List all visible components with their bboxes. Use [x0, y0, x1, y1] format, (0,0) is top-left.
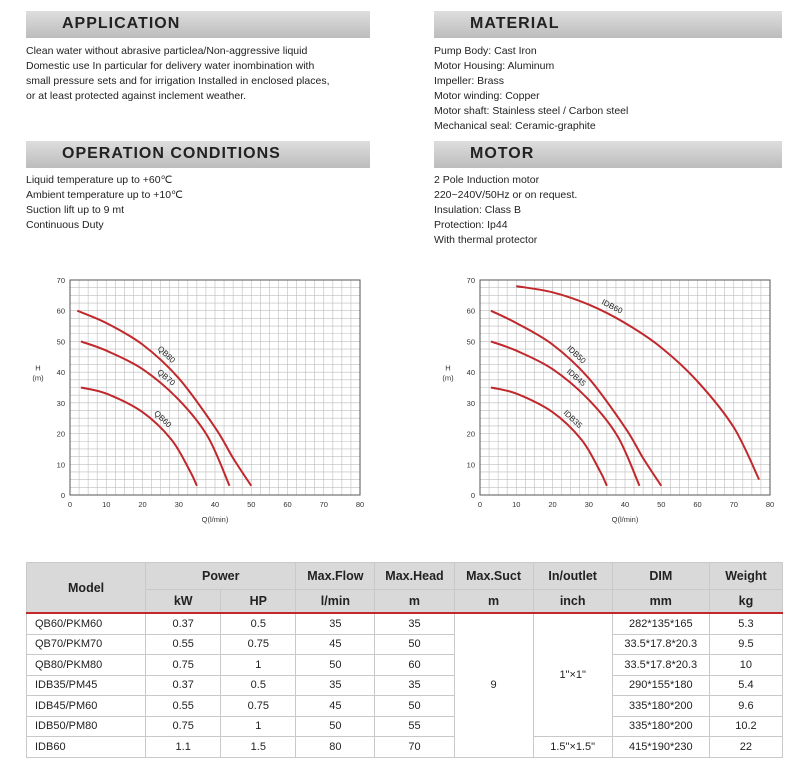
x-tick-label: 80: [765, 500, 775, 509]
x-axis-label: Q(l/min): [611, 515, 639, 524]
unit-inout: inch: [533, 590, 612, 614]
cell-weight: 10.2: [709, 716, 782, 737]
cell-dim: 415*190*230: [612, 737, 709, 758]
motor-line: Protection: Ip44: [434, 219, 508, 231]
spec-table: [26, 562, 783, 758]
y-tick-label: 0: [470, 491, 475, 500]
material-line: Motor Housing: Aluminum: [434, 60, 555, 72]
cell-model: QB60/PKM60: [27, 613, 146, 634]
cell-head: 35: [375, 675, 454, 696]
x-tick-label: 50: [247, 500, 256, 509]
performance-chart-idb: [430, 272, 800, 532]
cell-dim: 335*180*200: [612, 696, 709, 717]
cell-kw: 1.1: [146, 737, 221, 758]
x-tick-label: 20: [548, 500, 557, 509]
cell-head: 50: [375, 696, 454, 717]
operation-line: Ambient temperature up to +10℃: [26, 189, 183, 201]
cell-suct: 9: [454, 613, 533, 757]
cell-model: QB70/PKM70: [27, 634, 146, 655]
cell-hp: 1.5: [221, 737, 296, 758]
y-tick-label: 60: [56, 306, 65, 316]
operation-line: Continuous Duty: [26, 219, 104, 231]
unit-flow: l/min: [296, 590, 375, 614]
operation-title: OPERATION CONDITIONS: [62, 145, 281, 162]
col-maxhead: Max.Head: [375, 563, 454, 590]
series-label: QB70: [155, 367, 177, 388]
cell-model: IDB45/PM60: [27, 696, 146, 717]
col-weight: Weight: [709, 563, 782, 590]
unit-suct: m: [454, 590, 533, 614]
motor-text: [434, 173, 577, 248]
y-tick-label: 30: [56, 398, 65, 408]
cell-kw: 0.75: [146, 655, 221, 676]
x-axis-label: Q(l/min): [201, 515, 229, 524]
cell-hp: 1: [221, 655, 296, 676]
x-tick-label: 10: [512, 500, 521, 509]
application-line: or at least protected against inclement weather.: [26, 90, 247, 102]
cell-flow: 45: [296, 696, 375, 717]
y-tick-label: 30: [466, 398, 475, 408]
series-label: IDB45: [564, 366, 588, 389]
chart-grid: [480, 280, 770, 495]
x-tick-label: 40: [210, 500, 220, 509]
y-axis-label: (m): [442, 373, 454, 383]
series-label: IDB35: [561, 408, 584, 431]
series-line-qb80: [77, 311, 251, 486]
col-maxflow: Max.Flow: [296, 563, 375, 590]
cell-kw: 0.75: [146, 716, 221, 737]
x-tick-label: 70: [729, 500, 738, 509]
y-tick-label: 60: [466, 306, 475, 316]
motor-line: Insulation: Class B: [434, 204, 521, 216]
x-tick-label: 80: [355, 500, 365, 509]
chart-grid: [70, 280, 360, 495]
x-tick-label: 0: [67, 500, 73, 509]
series-label: QB80: [155, 344, 177, 365]
cell-flow: 80: [296, 737, 375, 758]
y-axis-label: (m): [32, 373, 44, 383]
table-row: [27, 613, 783, 634]
x-tick-label: 30: [174, 500, 183, 509]
y-tick-label: 70: [466, 276, 475, 285]
cell-dim: 33.5*17.8*20.3: [612, 655, 709, 676]
unit-weight: kg: [709, 590, 782, 614]
cell-weight: 22: [709, 737, 782, 758]
cell-dim: 33.5*17.8*20.3: [612, 634, 709, 655]
cell-model: IDB35/PM45: [27, 675, 146, 696]
cell-model: QB80/PKM80: [27, 655, 146, 676]
material-line: Motor shaft: Stainless steel / Carbon steel: [434, 105, 629, 117]
x-tick-label: 20: [138, 500, 147, 509]
unit-hp: HP: [221, 590, 296, 614]
unit-head: m: [375, 590, 454, 614]
motor-line: 2 Pole Induction motor: [434, 174, 540, 186]
y-tick-label: 50: [56, 337, 65, 347]
performance-chart-qb: [20, 272, 390, 532]
x-tick-label: 60: [693, 500, 702, 509]
cell-flow: 50: [296, 655, 375, 676]
material-line: Mechanical seal: Ceramic-graphite: [434, 120, 596, 132]
y-tick-label: 20: [56, 429, 65, 439]
series-label: QB60: [152, 408, 174, 430]
motor-line: 220~240V/50Hz or on request.: [434, 189, 578, 201]
x-tick-label: 0: [477, 500, 483, 509]
series-line-idb35: [491, 388, 607, 486]
col-power: Power: [146, 563, 296, 590]
cell-hp: 0.75: [221, 696, 296, 717]
cell-flow: 50: [296, 716, 375, 737]
x-tick-label: 50: [657, 500, 666, 509]
table-row: [27, 634, 783, 655]
cell-weight: 9.6: [709, 696, 782, 717]
application-line: Clean water without abrasive particlea/Non-aggressive liquid: [26, 45, 308, 57]
material-line: Pump Body: Cast Iron: [434, 45, 537, 57]
application-line: small pressure sets and for irrigation Installed in enclosed places,: [26, 75, 330, 87]
application-line: Domestic use In particular for delivery water inombination with: [26, 60, 315, 72]
material-line: Impeller: Brass: [434, 75, 505, 87]
cell-hp: 1: [221, 716, 296, 737]
cell-flow: 35: [296, 675, 375, 696]
application-text: [26, 44, 330, 104]
y-tick-label: 40: [56, 368, 65, 378]
y-tick-label: 50: [466, 337, 475, 347]
y-axis-label: H: [445, 363, 451, 373]
operation-text: [26, 173, 183, 233]
application-header: [26, 11, 370, 38]
cell-head: 35: [375, 613, 454, 634]
y-tick-label: 0: [60, 491, 65, 500]
col-model: Model: [27, 563, 146, 614]
cell-model: IDB60: [27, 737, 146, 758]
motor-line: With thermal protector: [434, 234, 538, 246]
cell-flow: 35: [296, 613, 375, 634]
x-tick-label: 30: [584, 500, 593, 509]
cell-weight: 9.5: [709, 634, 782, 655]
operation-header: [26, 141, 370, 168]
motor-title: MOTOR: [470, 145, 535, 162]
cell-weight: 5.3: [709, 613, 782, 634]
material-title: MATERIAL: [470, 15, 560, 32]
series-line-qb60: [81, 388, 197, 486]
cell-inlet: 1"×1": [533, 613, 612, 737]
x-tick-label: 10: [102, 500, 111, 509]
table-row: [27, 696, 783, 717]
operation-line: Suction lift up to 9 mt: [26, 204, 125, 216]
series-label: IDB50: [565, 343, 588, 366]
y-axis-label: H: [35, 363, 41, 373]
cell-flow: 45: [296, 634, 375, 655]
table-row: [27, 655, 783, 676]
col-maxsuct: Max.Suct: [454, 563, 533, 590]
cell-hp: 0.75: [221, 634, 296, 655]
y-tick-label: 40: [466, 368, 475, 378]
y-tick-label: 70: [56, 276, 65, 285]
y-tick-label: 10: [56, 460, 65, 470]
series-label: IDB60: [600, 297, 624, 316]
cell-weight: 5.4: [709, 675, 782, 696]
cell-dim: 282*135*165: [612, 613, 709, 634]
col-dim: DIM: [612, 563, 709, 590]
cell-model: IDB50/PM80: [27, 716, 146, 737]
cell-kw: 0.37: [146, 675, 221, 696]
application-title: APPLICATION: [62, 15, 181, 32]
table-row: [27, 716, 783, 737]
y-tick-label: 10: [466, 460, 475, 470]
cell-inlet: 1.5"×1.5": [533, 737, 612, 758]
motor-header: [434, 141, 782, 168]
unit-kw: kW: [146, 590, 221, 614]
cell-head: 70: [375, 737, 454, 758]
material-text: [434, 44, 628, 134]
cell-kw: 0.55: [146, 696, 221, 717]
col-inoutlet: In/outlet: [533, 563, 612, 590]
cell-dim: 290*155*180: [612, 675, 709, 696]
cell-weight: 10: [709, 655, 782, 676]
cell-head: 55: [375, 716, 454, 737]
y-tick-label: 20: [466, 429, 475, 439]
cell-hp: 0.5: [221, 613, 296, 634]
cell-head: 60: [375, 655, 454, 676]
x-tick-label: 70: [319, 500, 328, 509]
table-row: [27, 737, 783, 758]
material-header: [434, 11, 782, 38]
cell-kw: 0.37: [146, 613, 221, 634]
operation-line: Liquid temperature up to +60℃: [26, 174, 173, 186]
cell-hp: 0.5: [221, 675, 296, 696]
x-tick-label: 60: [283, 500, 292, 509]
table-row: [27, 675, 783, 696]
cell-kw: 0.55: [146, 634, 221, 655]
unit-dim: mm: [612, 590, 709, 614]
x-tick-label: 40: [620, 500, 630, 509]
cell-dim: 335*180*200: [612, 716, 709, 737]
material-line: Motor winding: Copper: [434, 90, 540, 102]
cell-head: 50: [375, 634, 454, 655]
